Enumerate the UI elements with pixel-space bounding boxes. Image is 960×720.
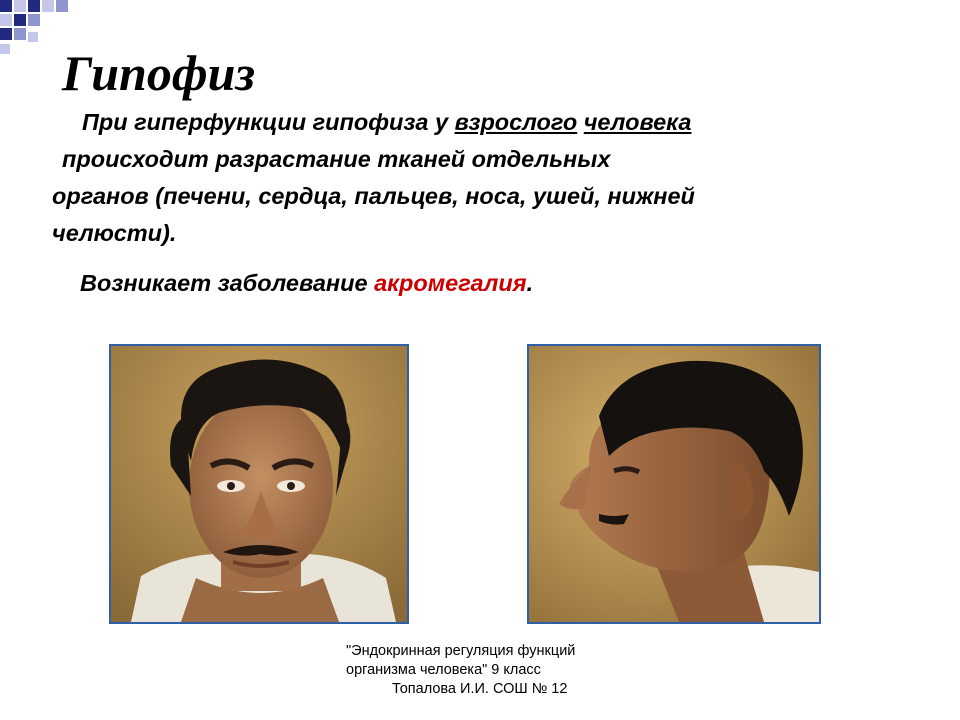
paragraph-line-3: органов (печени, сердца, пальцев, носа, ушей, нижней [52,183,695,209]
deco-square [14,14,26,26]
patient-photo-profile [527,344,821,624]
deco-square [28,32,38,42]
front-portrait-image [111,346,407,622]
footer-credit [346,642,575,699]
footer-line-2: организма человека" 9 класс [346,662,541,678]
underlined-word: взрослого [454,109,578,135]
deco-square [0,14,12,26]
paragraph-text: При гиперфункции гипофиза у [82,109,455,135]
patient-photo-front [109,344,409,624]
paragraph-line-2: происходит разрастание тканей отдельных [62,146,611,172]
disease-suffix: . [526,270,534,296]
deco-square [0,28,12,40]
slide-title: Гипофиз [62,45,255,101]
deco-square [28,0,40,12]
paragraph-line-1 [52,104,952,141]
footer-line-1: "Эндокринная регуляция функций [346,643,576,659]
disease-prefix: Возникает заболевание [80,270,375,296]
deco-square [56,0,68,12]
deco-square [14,28,26,40]
footer-line-3: Топалова И.И. СОШ № 12 [392,681,568,697]
deco-square [28,14,40,26]
paragraph-line-4: челюсти). [52,220,177,246]
description-paragraph [52,104,952,252]
disease-name: акромегалия [374,270,527,296]
deco-square [0,0,12,12]
underlined-word: человека [583,109,692,135]
disease-statement [80,270,533,297]
deco-square [42,0,54,12]
profile-portrait-image [529,346,819,622]
deco-square [0,44,10,54]
deco-square [14,0,26,12]
